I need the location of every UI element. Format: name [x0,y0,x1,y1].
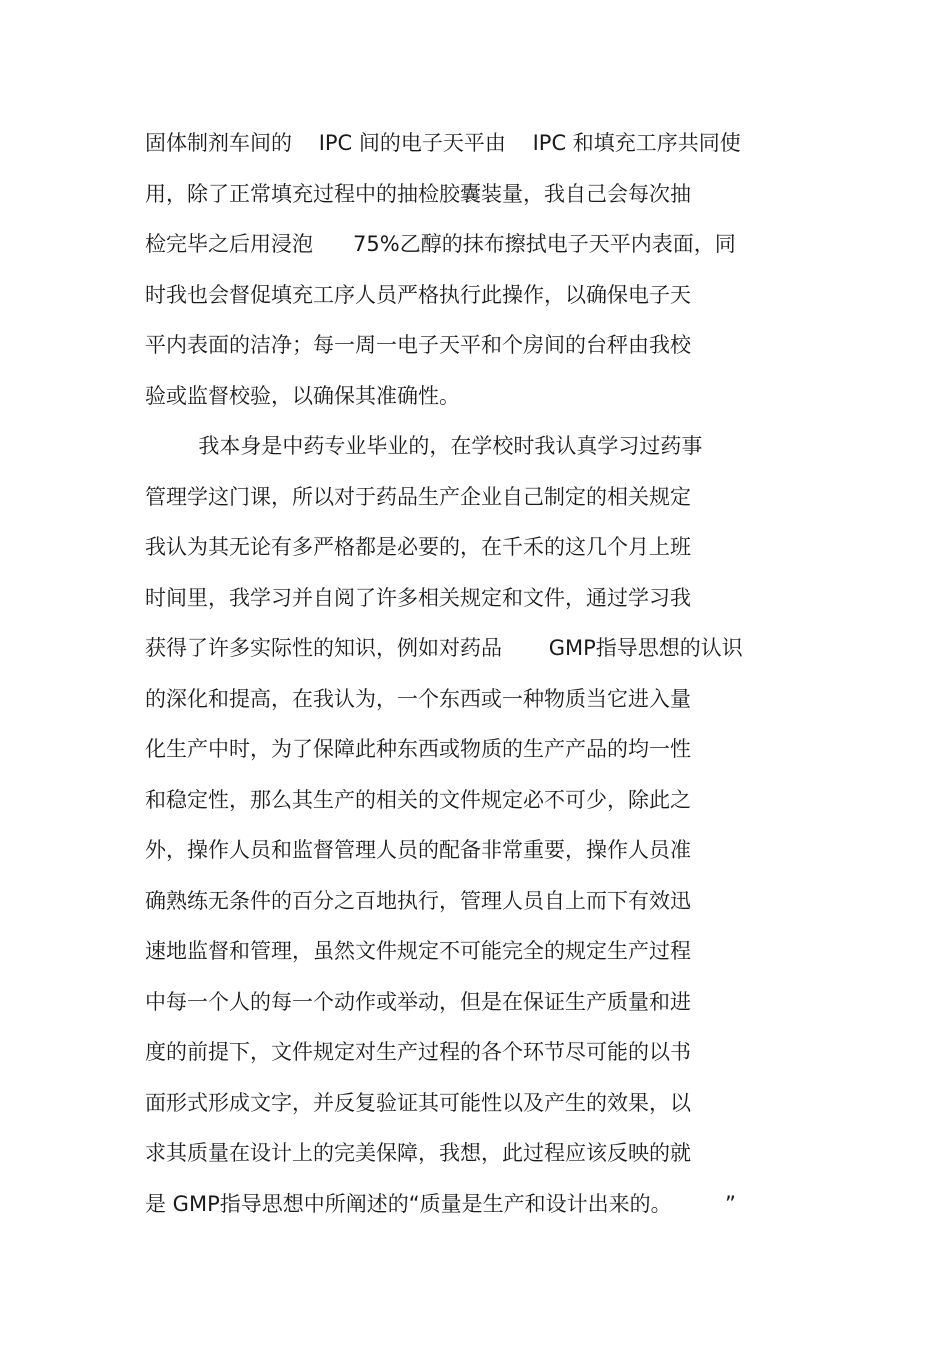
text-line: 获得了许多实际性的知识，例如对药品 GMP指导思想的认识 [145,636,743,660]
text-line: 我本身是中药专业毕业的，在学校时我认真学习过药事 [145,434,703,458]
text-line: 管理学这门课，所以对于药品生产企业自己制定的相关规定 [145,484,691,509]
text-line: 速地监督和管理，虽然文件规定不可能完全的规定生产过程 [145,939,691,963]
text-line: 面形式形成文字，并反复验证其可能性以及产生的效果，以 [145,1090,691,1115]
body-text [145,118,845,1229]
text-line: 时间里，我学习并自阅了许多相关规定和文件，通过学习我 [145,585,691,610]
text-line: 的深化和提高，在我认为，一个东西或一种物质当它进入量 [145,686,691,711]
text-line: 度的前提下，文件规定对生产过程的各个环节尽可能的以书 [145,1040,691,1064]
text-line: 我认为其无论有多严格都是必要的，在千禾的这几个月上班 [145,535,691,559]
text-line: 固体制剂车间的 IPC 间的电子天平由 IPC 和填充工序共同使 [145,131,741,155]
text-line: 和稳定性，那么其生产的相关的文件规定必不可少，除此之 [145,787,691,812]
text-line: 用，除了正常填充过程中的抽检胶囊装量，我自己会每次抽 [145,181,691,206]
text-line: 验或监督校验，以确保其准确性。 [145,383,460,408]
text-line: 化生产中时，为了保障此种东西或物质的生产产品的均一性 [145,737,691,761]
text-line: 时我也会督促填充工序人员严格执行此操作，以确保电子天 [145,282,691,307]
text-line: 求其质量在设计上的完美保障，我想，此过程应该反映的就 [145,1141,691,1165]
text-line: 检完毕之后用浸泡 75%乙醇的抹布擦拭电子天平内表面，同 [145,232,736,256]
text-line: 平内表面的洁净；每一周一电子天平和个房间的台秤由我校 [145,333,691,357]
text-line: 中每一个人的每一个动作或举动，但是在保证生产质量和进 [145,989,691,1014]
text-line: 确熟练无条件的百分之百地执行，管理人员自上而下有效迅 [145,888,691,913]
text-line: 外，操作人员和监督管理人员的配备非常重要，操作人员准 [145,838,691,862]
text-line: 是 GMP指导思想中所阐述的“质量是生产和设计出来的。 ” [145,1191,736,1216]
